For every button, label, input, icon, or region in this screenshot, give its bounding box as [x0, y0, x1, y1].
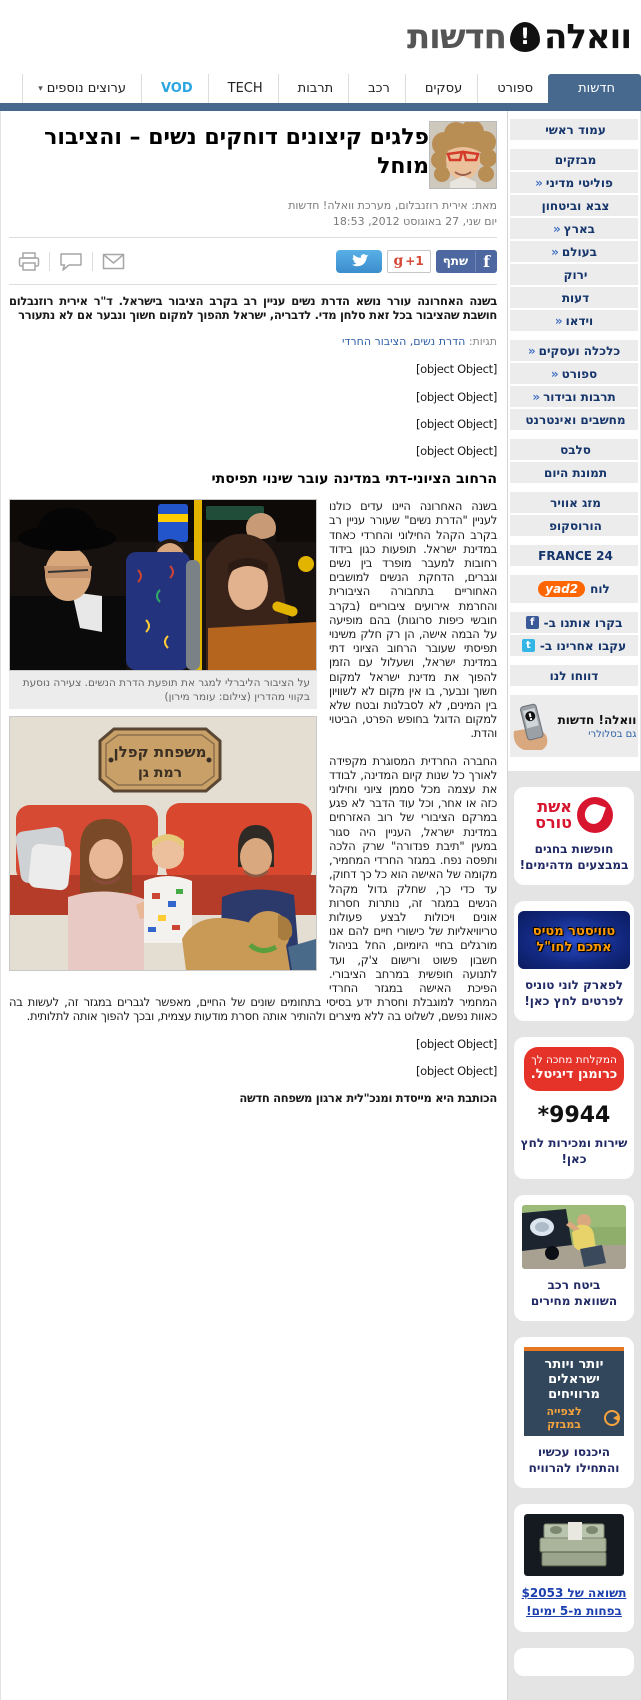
nav-tab-label: ערוצים נוספים	[46, 81, 126, 96]
sign-line1: משפחת קפלן	[113, 743, 207, 762]
ad-eshet-text[interactable]: חופשות בחגים במבצעים מדהימים!	[519, 842, 629, 872]
sidebar-item-label: וידאו	[565, 313, 594, 328]
google-plus-one-button[interactable]	[387, 250, 431, 273]
article-paragraph: החברה החרדית המסוגרת מקפידה לאורך כל שנות קיום המדינה, לבודד את עצמה מכל סממן ציוני וחילוני כזה או אחר, וכל עוד הדבר לא פגע במרקם הציבורי של רוב האזרחים במדינת ישראל, העניין היה סגור במעין "תיבת פנדורה" שרק הלכה ותפסה נפח. במגזר החרדי המחמיר, מקומה של האישה הוא כל כך דחוק, עד כדי כך, שחלק גדול מקהל הנשים במגזר זה, נותרות חסרות אונים ויכולות לבצע פעולות טריוויאליות של כישורי חיים להם אנו מורגלים בחיי היומיום, החל בניהול חשבון פשוט ורישום צ'ק, ועד לתנועה חופשית במרחב הציבורי. הפיכת האישה במגזר החרדי המחמיר למוגבלת וחסרת ידע בסיסי בתחומים שונים של החיים, מאפשר לגברים במגזר זה, לעשות בה כאוות נפשם, לשלוט בה ללא מיצרים ולהותיר אותה חסרת מודעות עצמית, ובכך להפוך אותה לתלותית.	[9, 753, 497, 1024]
sidebar-item-label: בארץ	[563, 221, 595, 236]
sidebar-item-label: צבא וביטחון	[541, 198, 610, 213]
publish-date: יום שני, 27 באוגוסט 2012, 18:53	[332, 215, 497, 228]
nav-tab-label: תרבות	[297, 81, 334, 96]
sidebar-item-label: ירוק	[563, 267, 588, 282]
article-paragraph: בשנה האחרונה היינו עדים כולנו לעניין "הדרת נשים" שעורר עניין רב בקרב הקהל החילוני והחרדי כאחד במדינת ישראל. תופעות כגון בידוד רחובות למעבר מופרד בין נשים וגברים, הדחקת הנשים למושבים האחוריים בתחבורה הציבורית והחרמת אירועים ציבוריים (בקרב חובשי כיפות סרוגות) בהם מופיעה על הבמה אישה, הן רק חלק משינוי תפיסתי שעובר הרחוב הציוני דתי במדינת ישראל, ושעלול עם הזמן להפוך את מדינת ישראל למקום חשוך ונבער, בו אין מקום לא לשוויון בין המינים, לא לסבלנות ובטח שלא למקום הדוגל בחופש הפרט, הביטוי והדת.	[329, 499, 497, 741]
nav-tab[interactable]	[278, 74, 348, 103]
google-g-icon: g	[393, 253, 404, 269]
ad-money-line2[interactable]: בפחות מ-5 ימים!	[526, 1604, 622, 1618]
sidebar-item[interactable]	[510, 218, 638, 239]
nav-tab[interactable]	[548, 74, 641, 103]
tag-link-hadarat-nashim[interactable]: הדרת נשים,	[409, 335, 466, 349]
facebook-icon: f	[475, 251, 490, 272]
sidebar-item[interactable]	[510, 287, 638, 308]
article-paragraph: [object Object]	[415, 1036, 497, 1051]
sidebar-item-report[interactable]	[510, 665, 638, 686]
mobile-promo[interactable]	[510, 695, 638, 757]
facebook-row-label: בקרו אותנו ב-	[543, 615, 623, 630]
logo-exclamation-icon: !	[510, 22, 540, 52]
sidebar-item-facebook[interactable]	[510, 612, 638, 633]
print-button[interactable]	[9, 252, 50, 271]
chevron-down-icon: ▾	[38, 83, 43, 94]
article-image-family	[9, 716, 317, 971]
mobile-promo-sub: גם בסלולרי	[588, 728, 637, 740]
sidebar-item-label: מבזקים	[554, 152, 597, 167]
twitter-share-button[interactable]	[336, 250, 382, 273]
ad-twister-text[interactable]: לפארק לוני טוניס לפרטים לחץ כאן!	[524, 978, 624, 1008]
sidebar-item[interactable]	[510, 119, 638, 140]
article-subhead: הרחוב הציוני-דתי במדינה עובר שינוי תפיסתי	[211, 471, 497, 488]
divider	[9, 284, 497, 285]
sidebar-item[interactable]	[510, 264, 638, 285]
envelope-icon	[102, 253, 125, 270]
sidebar-item[interactable]	[510, 462, 638, 483]
profit-banner[interactable]	[524, 1347, 624, 1436]
chromagen-phone-number: *9944	[537, 1103, 611, 1128]
article-image-bus	[9, 499, 317, 709]
sidebar-item-label: FRANCE 24	[538, 548, 613, 563]
sidebar-item[interactable]	[510, 545, 638, 566]
luach-label: לוח	[590, 582, 610, 596]
twister-line1: טוויסטר מטיס	[532, 924, 616, 939]
page-title: פלגים קיצונים דוחקים נשים – והציבור מוחל	[44, 125, 429, 179]
tags-label: תגיות:	[468, 335, 497, 349]
nav-tab[interactable]	[348, 74, 405, 103]
ad-car-line2[interactable]: השוואת מחירים	[530, 1294, 618, 1308]
sidebar-item[interactable]	[510, 363, 638, 384]
sidebar-item-label: ספורט	[561, 366, 598, 381]
eshet-tours-logo	[518, 797, 630, 833]
sidebar-item[interactable]	[510, 241, 638, 262]
sidebar-item-label: כלכלה ועסקים	[538, 343, 621, 358]
car-insurance-image	[522, 1205, 626, 1269]
nav-tab-label: VOD	[160, 81, 193, 96]
sidebar-item-label: בעולם	[561, 244, 597, 259]
profit-line1: יותר ויותר	[544, 1357, 604, 1372]
ad-car-insurance[interactable]	[514, 1195, 634, 1321]
ad-car-text	[518, 1277, 630, 1309]
plus-one-label: +1	[405, 254, 424, 268]
article-paragraph: [object Object]	[415, 1063, 497, 1078]
nav-tab-label: עסקים	[424, 81, 463, 96]
sidebar-item-label: הורוסקופ	[549, 518, 602, 533]
nav-tab-label: רכב	[368, 81, 390, 96]
nav-tab-label: TECH	[227, 81, 263, 96]
sidebar-ads-zone	[508, 771, 640, 1700]
ad-profit-text[interactable]: היכנסו עכשיו והתחילו להרוויח	[528, 1445, 620, 1475]
twitter-row-label: עקבו אחרינו ב-	[539, 638, 627, 653]
sidebar-item-label: פוליטי מדיני	[545, 175, 613, 190]
twitter-icon: t	[522, 639, 535, 652]
sidebar-item-label: עמוד ראשי	[545, 122, 606, 137]
ad-chromagen-text[interactable]: שירות ומכירות לחץ כאן!	[520, 1136, 628, 1166]
tags-row	[9, 335, 497, 348]
sidebar-item-label: דעות	[561, 290, 590, 305]
logo-section-text: חדשות	[406, 17, 506, 57]
walla-news-logo[interactable]	[407, 17, 631, 57]
ad-money-line1[interactable]: תשואה של $2053	[521, 1586, 627, 1600]
nav-tab-label: חדשות	[578, 81, 615, 96]
profit-cta-label[interactable]: לצפייה במבזק	[546, 1405, 582, 1431]
chevron-left-icon: «	[535, 175, 543, 190]
chevron-left-icon: «	[553, 221, 561, 236]
ad-money[interactable]	[514, 1504, 634, 1632]
article-lead: בשנה האחרונה עורר נושא הדרת נשים עניין רב בקרב הציבור בישראל. ד"ר אירית רוזנבלום חושבת שהציבור בכל זאת סלחן מדי. לדבריה, ישראל תהפוך למקום חשוך ונבער אם לא נתעורר	[9, 294, 497, 323]
sidebar-item-label: תרבות ובידור	[543, 389, 616, 404]
chevron-left-icon: «	[551, 244, 559, 259]
tag-link-haredi-public[interactable]: הציבור החרדי	[341, 335, 407, 349]
family-photo-image	[9, 716, 317, 971]
sidebar-item[interactable]	[510, 195, 638, 216]
ad-money-link	[518, 1584, 630, 1620]
ad-twister[interactable]	[514, 901, 634, 1021]
chevron-left-icon: «	[554, 313, 563, 328]
chromagen-line1: המקלחת מחכה לך	[531, 1054, 617, 1066]
report-label: דווחו לנו	[549, 668, 599, 683]
social-row	[9, 247, 497, 275]
ad-car-line1[interactable]: ביטח רכב	[547, 1278, 601, 1292]
comment-bubble-icon	[59, 252, 83, 271]
sidebar-item[interactable]	[510, 515, 638, 536]
article-paragraph: [object Object]	[415, 416, 497, 431]
ad-chromagen[interactable]	[514, 1037, 634, 1179]
phone-in-hand-icon	[512, 701, 552, 751]
eshet-logo-line1: אשת	[537, 797, 572, 816]
twitter-bird-icon	[348, 253, 370, 269]
sidebar-item[interactable]	[510, 172, 638, 193]
eshet-tours-icon	[577, 797, 613, 833]
nav-tab[interactable]	[405, 74, 477, 103]
article-paragraph: [object Object]	[415, 362, 497, 377]
section-sidebar	[507, 111, 640, 1700]
facebook-icon: f	[526, 616, 539, 629]
sidebar-item-label: מחשבים ואינטרנט	[525, 412, 626, 427]
ad-partial-card	[514, 1648, 634, 1676]
bus-scene-image	[9, 499, 317, 671]
nav-divider-bar	[0, 103, 641, 111]
play-icon	[604, 1410, 620, 1426]
chromagen-line2: כרומגן דיגיטל.	[530, 1067, 618, 1082]
nav-tab-label: ספורט	[497, 81, 534, 96]
sidebar-item[interactable]	[510, 310, 638, 331]
printer-icon	[18, 252, 40, 271]
ad-profit[interactable]	[514, 1337, 634, 1488]
profit-line2: ישראלים	[548, 1372, 600, 1387]
nav-tab[interactable]	[208, 74, 278, 103]
sidebar-item[interactable]	[510, 439, 638, 460]
sidebar-item-label: סלבס	[560, 442, 591, 457]
article-paragraph: [object Object]	[415, 389, 497, 404]
article-paragraph: [object Object]	[415, 444, 497, 459]
divider	[9, 237, 497, 238]
main-nav	[0, 74, 641, 103]
yad2-logo: yad2	[538, 581, 585, 597]
article-main	[1, 111, 507, 1118]
eshet-logo-line2: טורס	[535, 813, 572, 832]
sidebar-item[interactable]	[510, 340, 638, 361]
email-button[interactable]	[93, 253, 134, 270]
byline: מאת: אירית רוזנבלום, מערכת וואלה! חדשות	[288, 199, 497, 212]
nav-tab[interactable]	[22, 74, 141, 103]
sidebar-item-label: תמונת היום	[543, 465, 608, 480]
mobile-promo-title: וואלה! חדשות	[557, 712, 637, 727]
sidebar-item[interactable]	[510, 149, 638, 170]
article-body	[9, 294, 497, 1105]
nav-tab[interactable]	[477, 74, 548, 103]
chevron-left-icon: «	[527, 343, 536, 358]
sidebar-item-twitter[interactable]	[510, 635, 638, 656]
sidebar-item-luach[interactable]	[510, 575, 638, 603]
sidebar-item-label: מזג אוויר	[550, 495, 601, 510]
sign-line2: רמת גן	[137, 765, 183, 782]
profit-line3: מרוויחים	[548, 1387, 600, 1402]
nav-tab[interactable]	[141, 74, 208, 103]
twister-banner[interactable]	[518, 911, 630, 969]
image-caption: על הציבור הליברלי למגר את תופעת הדרת הנשים. צעירה נוסעת בקווי מהדרין (צילום: עומר מירון)	[9, 671, 317, 709]
ad-eshet-tours[interactable]	[514, 787, 634, 885]
sidebar-item[interactable]	[510, 492, 638, 513]
sidebar-item[interactable]	[510, 409, 638, 430]
author-photo	[429, 121, 497, 189]
author-footer-note: הכותבת היא מייסדת ומנכ"לית ארגון משפחה חדשה	[239, 1090, 497, 1105]
comments-button[interactable]	[50, 252, 93, 271]
facebook-share-button[interactable]	[436, 250, 497, 273]
family-sign	[100, 729, 220, 791]
money-stacks-image	[524, 1514, 624, 1576]
chevron-left-icon: «	[550, 366, 559, 381]
chevron-left-icon: «	[532, 389, 541, 404]
facebook-share-label: שתף	[442, 254, 469, 268]
sidebar-item[interactable]	[510, 386, 638, 407]
logo-walla-text: וואלה	[543, 17, 631, 57]
twister-line2: אתכם לחו"ל	[536, 940, 612, 955]
chromagen-speech-bubble	[524, 1047, 624, 1091]
site-header	[0, 0, 641, 74]
